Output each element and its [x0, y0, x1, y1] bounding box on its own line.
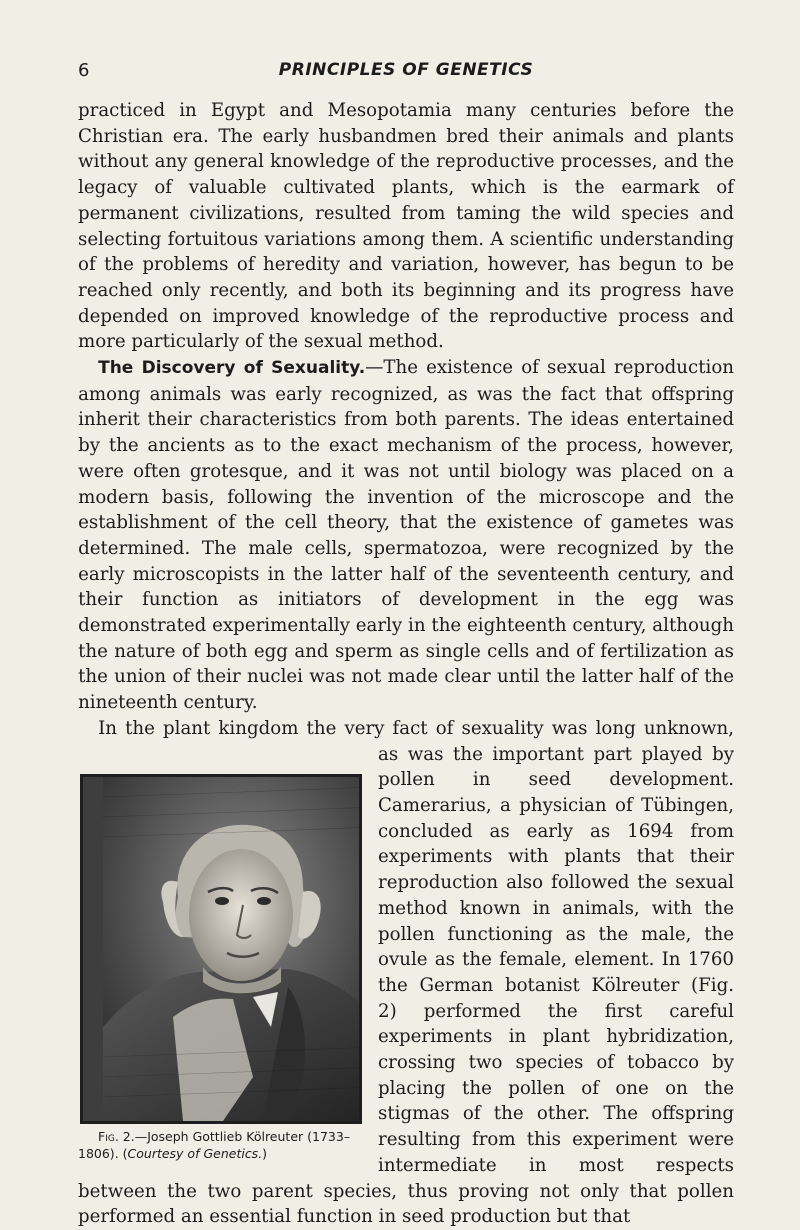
figure-label: Fig. 2. — [98, 1129, 135, 1145]
portrait-image — [80, 774, 362, 1124]
figure-2 — [78, 768, 362, 1162]
portrait-engraving — [103, 777, 362, 1121]
body-text — [78, 98, 734, 1230]
paragraph-1: practiced in Egypt and Mesopotamia many centuries before the Christian era. The early husbandmen bred their animals and plants without any general knowledge of the reproductive processes, and the legacy of valuable cultivated plants, which is the earmark of permanent civilizations, resulted from taming the wild species and selecting fortuitous variations among them. A scientific understanding of the problems of heredity and variation, however, has begun to be reached only recently, and both its beginning and its progress have depended on improved knowledge of the reproductive process and more particularly of the sexual method. — [78, 100, 734, 353]
caption-courtesy: Courtesy of Genetics. — [127, 1146, 263, 1162]
paragraph-2-text: —The existence of sexual reproduction among animals was early recognized, as was the fact that offspring inherit their characteristics from both parents. The ideas entertained by the ancients as to the exact mechanism of the process, however, were often grotesque, and it was not until biology was placed on a modern basis, following the invention of the microscope and the establishment of the cell theory, that the existence of gametes was determined. The male cells, spermatozoa, were recognized by the early microscopists in the latter half of the seventeenth century, and their function as initiators of development in the egg was demonstrated experimentally early in the eighteenth century, although the nature of both egg and sperm as single cells and of fertilization as the union of their nuclei was not made clear until the latter half of the nineteenth century. — [78, 357, 734, 714]
paragraph-3: In the plant kingdom the very fact of sexuality was long unknown, as was the important part played by pollen in seed development. Camerarius, a physician of Tübingen, concluded as early as 1694 from experiments with plants that their reproduction also followed the sexual method known in animals, with the pollen functioning as the male, the ovule as the female, element. In 1760 the German botanist Kölreuter (Fig. 2) performed the first careful experiments in plant hybridization, crossing two species of tobacco by placing the pollen of one on the stigmas of the other. The offspring resulting from this experiment were intermediate in most respects between the two parent species, thus proving not only that pollen performed an essential function in seed production but that — [78, 717, 734, 1228]
caption-end: ) — [262, 1146, 268, 1162]
figure-caption — [78, 1128, 362, 1162]
running-title: PRINCIPLES OF GENETICS — [278, 60, 534, 80]
caption-text: —Joseph Gottlieb Kölreuter (1733–1806). ( — [78, 1129, 351, 1162]
page-number: 6 — [78, 60, 90, 81]
page-header — [78, 60, 734, 86]
section-heading: The Discovery of Sexuality. — [98, 358, 366, 379]
